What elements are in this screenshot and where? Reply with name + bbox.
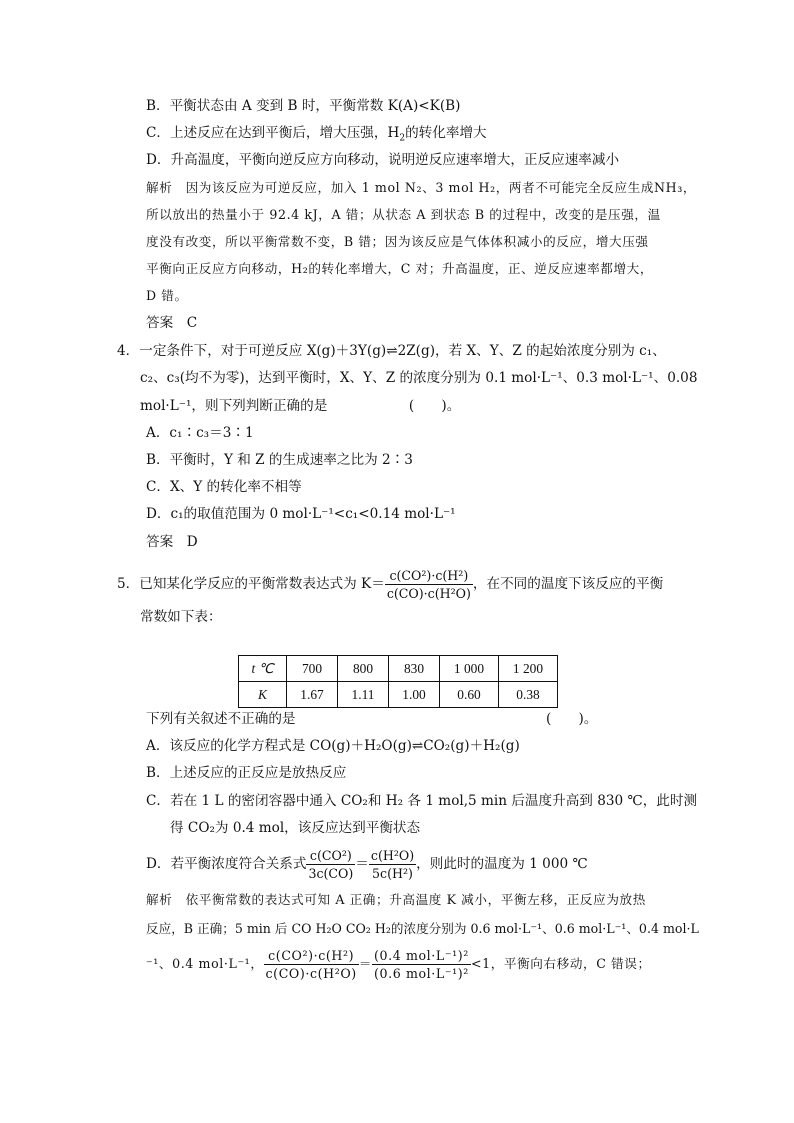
fraction-numerator: c(CO²)·c(H²) xyxy=(264,947,359,965)
q5-k-denominator: c(CO)·c(H²O) xyxy=(386,586,471,601)
q5-stem-line2: 常数如下表： xyxy=(140,609,222,625)
equals-sign: ＝ xyxy=(358,956,373,971)
q4-option-c: C．X、Y 的转化率不相等 xyxy=(146,479,302,495)
q3-option-d: D．升高温度，平衡向逆反应方向移动，说明逆反应速率增大，正反应速率减小 xyxy=(146,152,620,168)
fraction-denominator: c(CO)·c(H²O) xyxy=(265,966,357,981)
q3-option-b: B．平衡状态由 A 变到 B 时，平衡常数 K(A)<K(B) xyxy=(146,98,461,114)
q3-analysis-line: D 错。 xyxy=(146,288,188,303)
q5-analysis-fraction xyxy=(264,947,359,982)
q3-analysis-line: 平衡向正反应方向移动，H₂的转化率增大，C 对；升高温度，正、逆反应速率都增大， xyxy=(146,261,654,276)
fraction-denominator: 5c(H²) xyxy=(372,866,413,881)
q3-analysis-line: 解析 因为该反应为可逆反应，加入 1 mol N₂、3 mol H₂，两者不可能完全反应生成NH₃， xyxy=(146,180,697,195)
q5-option-c-line2: 得 CO₂为 0.4 mol，该反应达到平衡状态 xyxy=(170,820,421,836)
q4-stem-line: 4．一定条件下，对于可逆反应 X(g)＋3Y(g)⇌2Z(g)，若 X、Y、Z 的起始浓度分别为 c₁、 xyxy=(117,343,666,359)
table-cell: 1.67 xyxy=(287,682,338,708)
q5-analysis-text: ⁻¹、0.4 mol·L⁻¹， xyxy=(146,956,264,971)
q5-analysis-tail: <1，平衡向右移动，C 错误； xyxy=(470,956,651,971)
q5-option-c-line1: C．若在 1 L 的密闭容器中通入 CO₂和 H₂ 各 1 mol,5 min 后温度升高到 830 ℃，此时测 xyxy=(146,793,698,809)
q5-option-d-fraction xyxy=(369,847,416,882)
table-row xyxy=(239,682,558,708)
q5-option-d-fraction xyxy=(306,847,355,882)
q4-answer: 答案 D xyxy=(146,534,198,550)
fraction-numerator: c(H²O) xyxy=(370,848,415,863)
q5-k-expression xyxy=(385,567,473,602)
table-cell: 0.38 xyxy=(499,682,558,708)
q5-analysis-line: 反应，B 正确；5 min 后 CO H₂O CO₂ H₂的浓度分别为 0.6 mol·L⁻¹、0.6 mol·L⁻¹、0.4 mol·L xyxy=(146,921,699,936)
q5-option-b: B．上述反应的正反应是放热反应 xyxy=(146,765,347,781)
table-cell: 830 xyxy=(389,656,440,682)
q5-analysis-fraction xyxy=(372,947,471,982)
q3-analysis-line: 所以放出的热量小于 92.4 kJ，A 错；从状态 A 到状态 B 的过程中，改变的是压强，温 xyxy=(146,207,661,222)
q5-option-d-tail: ，则此时的温度为 1 000 ℃ xyxy=(416,856,588,872)
q4-option-b: B．平衡时，Y 和 Z 的生成速率之比为 2∶3 xyxy=(146,452,413,468)
q4-option-a: A．c₁∶c₃＝3∶1 xyxy=(146,425,254,441)
q3-option-c-text: C．上述反应在达到平衡后，增大压强，H xyxy=(146,125,400,141)
q5-stem-tail: ，在不同的温度下该反应的平衡 xyxy=(472,576,664,592)
equilibrium-constant-table xyxy=(238,655,558,708)
q3-analysis-line: 度没有改变，所以平衡常数不变，B 错；因为该反应是气体体积减小的反应，增大压强 xyxy=(146,234,649,249)
q3-option-c-tail: 的转化率增大 xyxy=(405,125,487,141)
q3-option-c-sub: 2 xyxy=(399,133,406,144)
q5-question: 下列有关叙述不正确的是 xyxy=(146,711,296,727)
fraction-denominator: 3c(CO) xyxy=(308,866,354,881)
q5-stem-text: 5．已知某化学反应的平衡常数表达式为 K＝ xyxy=(117,576,385,592)
table-cell: 1.11 xyxy=(338,682,389,708)
q4-stem-line: mol·L⁻¹，则下列判断正确的是 ( )。 xyxy=(140,398,461,414)
q5-option-d xyxy=(146,846,588,882)
fraction-numerator: c(CO²) xyxy=(306,847,355,865)
table-cell: 800 xyxy=(338,656,389,682)
q5-answer-bracket: ( )。 xyxy=(546,711,598,727)
q4-stem-line: c₂、c₃(均不为零)，达到平衡时，X、Y、Z 的浓度分别为 0.1 mol·L⁻¹、0.3 mol·L⁻¹、0.08 xyxy=(140,370,698,386)
q5-option-d-text: D．若平衡浓度符合关系式 xyxy=(146,856,307,872)
q5-analysis-line: 解析 依平衡常数的表达式可知 A 正确；升高温度 K 减小，平衡左移，正反应为放热 xyxy=(146,892,646,907)
q3-option-c xyxy=(146,123,487,143)
table-cell: 0.60 xyxy=(440,682,499,708)
table-cell: 1.00 xyxy=(389,682,440,708)
q5-analysis-line xyxy=(146,946,651,982)
q3-answer: 答案 C xyxy=(146,315,198,331)
table-cell: 700 xyxy=(287,656,338,682)
table-header-cell: t ℃ xyxy=(239,656,287,682)
table-header-cell: K xyxy=(239,682,287,708)
equals-sign: ＝ xyxy=(355,856,369,872)
q4-option-d: D．c₁的取值范围为 0 mol·L⁻¹<c₁<0.14 mol·L⁻¹ xyxy=(146,506,456,522)
table-cell: 1 000 xyxy=(440,656,499,682)
fraction-denominator: (0.6 mol·L⁻¹)² xyxy=(374,966,469,981)
table-row xyxy=(239,656,558,682)
q5-k-numerator: c(CO²)·c(H²) xyxy=(385,567,473,585)
fraction-numerator: (0.4 mol·L⁻¹)² xyxy=(374,948,469,963)
q5-stem xyxy=(117,566,663,602)
q5-option-a: A．该反应的化学方程式是 CO(g)＋H₂O(g)⇌CO₂(g)＋H₂(g) xyxy=(146,738,520,754)
table-cell: 1 200 xyxy=(499,656,558,682)
